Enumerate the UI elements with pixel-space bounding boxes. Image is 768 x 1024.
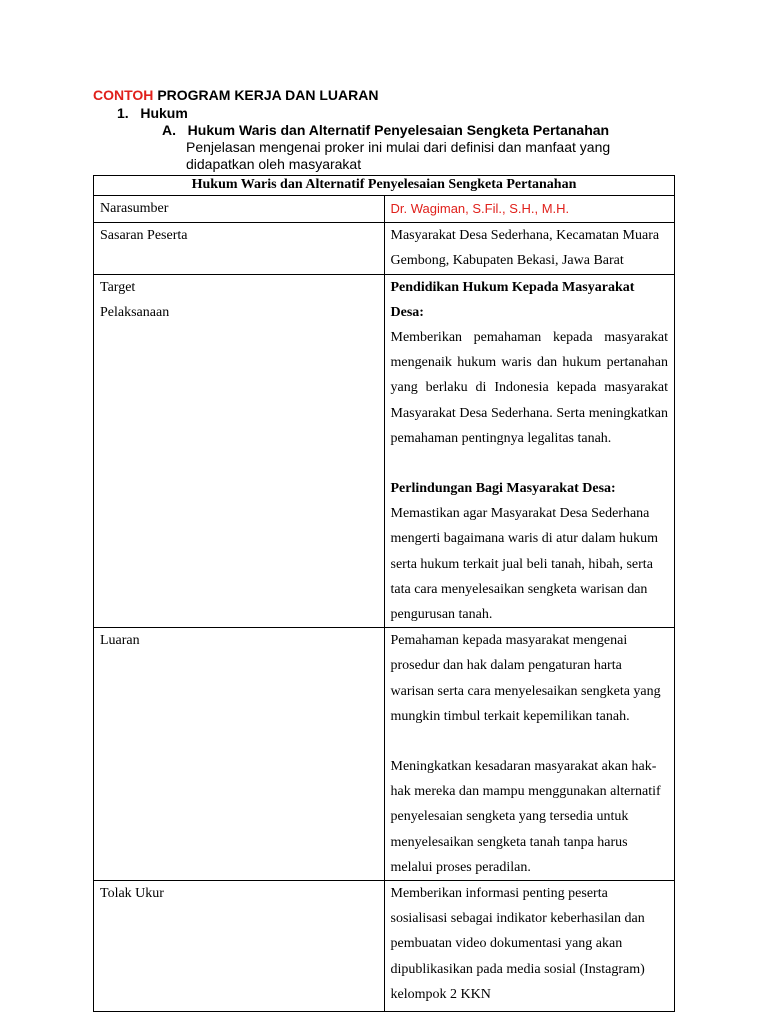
narasumber-label: Narasumber <box>94 196 385 223</box>
target-label-line1: Target <box>100 279 136 295</box>
tolak-ukur-value: Memberikan informasi penting peserta sosialisasi sebagai indikator keberhasilan dan pembuatan video dokumentasi yang akan dipublikasikan pada media sosial (Instagram) kelompok 2 KKN <box>384 881 675 1012</box>
spacer <box>391 451 669 476</box>
program-table <box>93 175 675 1012</box>
spacer <box>391 729 669 754</box>
document-title <box>93 87 378 103</box>
title-rest: PROGRAM KERJA DAN LUARAN <box>157 87 379 103</box>
target-heading-2: Perlindungan Bagi Masyarakat Desa: <box>390 481 616 497</box>
table-row <box>94 196 675 223</box>
speaker-name: Dr. Wagiman, S.Fil., S.H., M.H. <box>390 201 570 216</box>
table-row <box>94 881 675 1012</box>
sasaran-label: Sasaran Peserta <box>94 223 385 274</box>
luaran-paragraph-2: Meningkatkan kesadaran masyarakat akan hak-hak mereka dan mampu menggunakan alternatif penyelesaian sengketa yang tersedia untuk menyelesaikan sengketa tanah tanpa harus melalui proses peradilan. <box>390 759 661 875</box>
title-prefix: CONTOH <box>93 87 154 103</box>
subsection-letter: A. <box>162 122 176 138</box>
table-header-row <box>94 176 675 196</box>
subsection-description: Penjelasan mengenai proker ini mulai dari definisi dan manfaat yang didapatkan oleh masyarakat <box>186 139 611 172</box>
section-title: Hukum <box>140 105 188 121</box>
luaran-paragraph-1: Pemahaman kepada masyarakat mengenai prosedur dan hak dalam pengaturan harta warisan serta cara menyelesaikan sengketa yang mungkin timbul terkait kepemilikan tanah. <box>390 633 661 724</box>
table-header: Hukum Waris dan Alternatif Penyelesaian Sengketa Pertanahan <box>94 176 675 196</box>
luaran-label: Luaran <box>94 628 385 881</box>
table-row <box>94 223 675 274</box>
subsection-heading <box>162 122 609 138</box>
section-heading <box>117 105 188 121</box>
table-row <box>94 628 675 881</box>
luaran-value <box>384 628 675 881</box>
target-label-line2: Pelaksanaan <box>100 304 170 320</box>
subsection-title: Hukum Waris dan Alternatif Penyelesaian Sengketa Pertanahan <box>187 122 610 138</box>
target-value <box>384 274 675 628</box>
sasaran-value: Masyarakat Desa Sederhana, Kecamatan Muara Gembong, Kabupaten Bekasi, Jawa Barat <box>384 223 675 274</box>
narasumber-value <box>384 196 675 223</box>
section-number: 1. <box>117 105 129 121</box>
target-paragraph-1: Memberikan pemahaman kepada masyarakat mengenaik hukum waris dan hukum pertanahan yang berlaku di Indonesia kepada masyarakat Masyarakat Desa Sederhana. Serta meningkatkan pemahaman pentingnya legalitas tanah. <box>390 330 668 446</box>
table-row <box>94 274 675 628</box>
tolak-ukur-label: Tolak Ukur <box>94 881 385 1012</box>
target-heading-1: Pendidikan Hukum Kepada Masyarakat Desa: <box>390 279 635 320</box>
target-label <box>94 274 385 628</box>
target-paragraph-2: Memastikan agar Masyarakat Desa Sederhana mengerti bagaimana waris di atur dalam hukum serta hukum terkait jual beli tanah, hibah, serta tata cara menyelesaikan sengketa warisan dan pengurusan tanah. <box>390 506 658 623</box>
